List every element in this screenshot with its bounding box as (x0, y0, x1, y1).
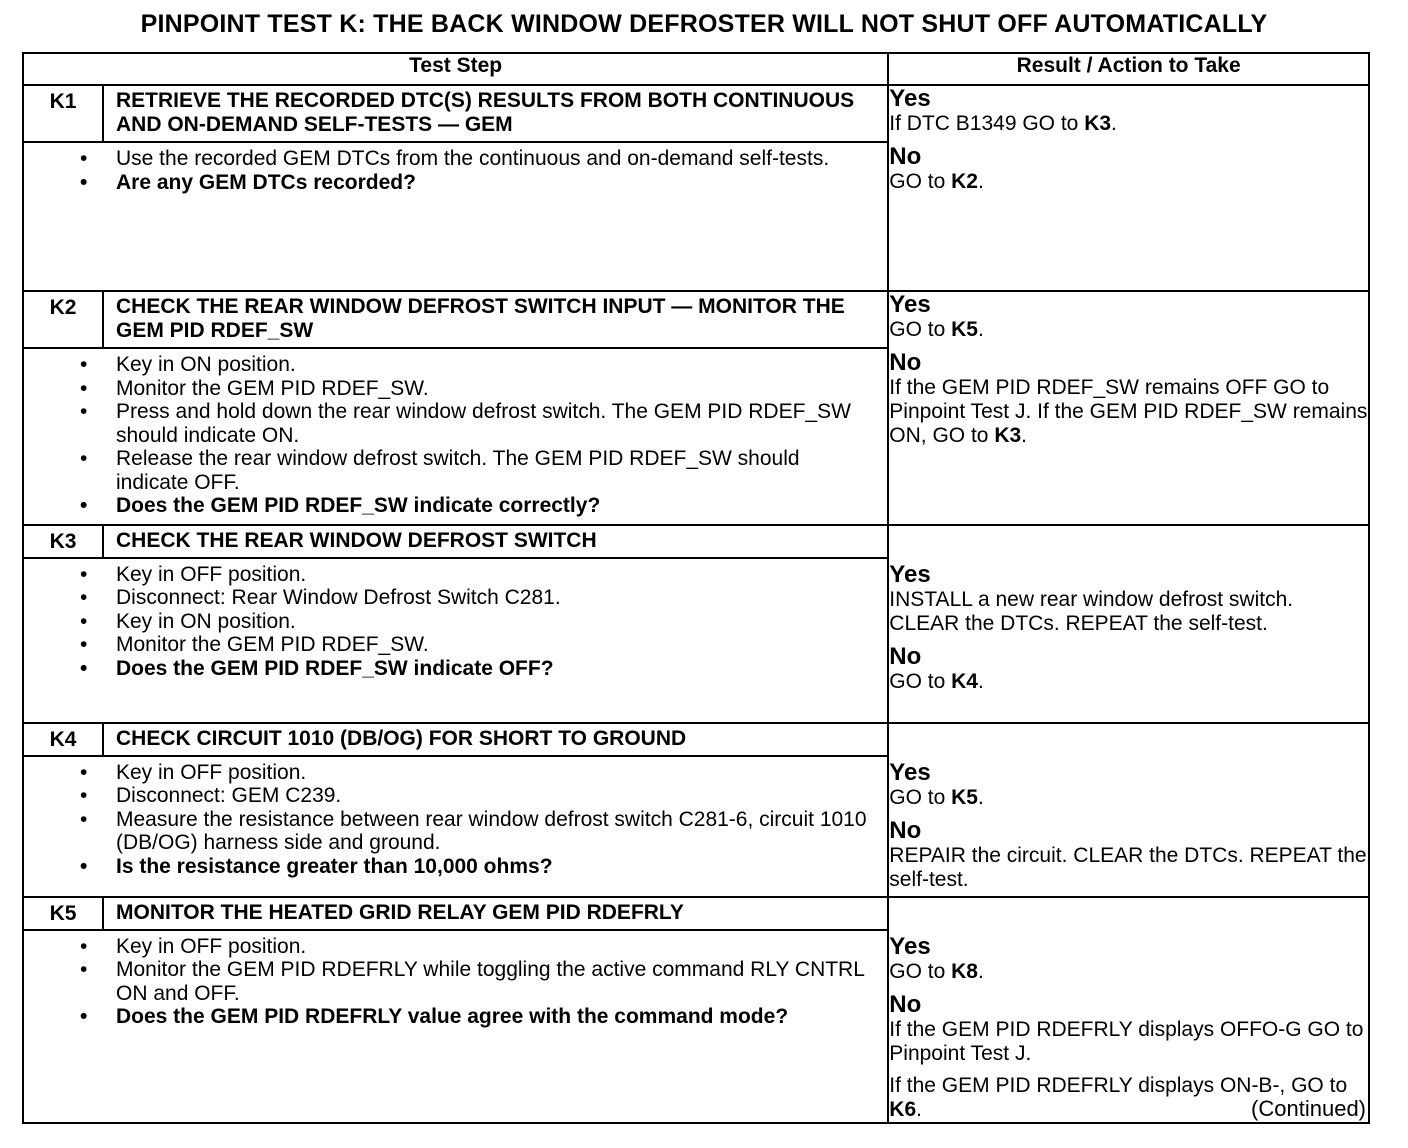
result-cell (888, 291, 1369, 525)
list-item: • Monitor the GEM PID RDEF_SW. (116, 377, 877, 401)
step-row-k4 (23, 723, 1369, 897)
step-id: K1 (24, 86, 104, 141)
list-item: • Does the GEM PID RDEF_SW indicate correctly? (116, 494, 877, 518)
no-action: If the GEM PID RDEF_SW remains OFF GO to Pinpoint Test J. If the GEM PID RDEF_SW remains ON, GO to K3. (889, 376, 1368, 447)
list-item: • Is the resistance greater than 10,000 ohms? (116, 855, 877, 879)
yes-action: GO to K5. (889, 318, 984, 341)
yes-label: Yes (889, 560, 931, 588)
step-title: CHECK CIRCUIT 1010 (DB/OG) FOR SHORT TO GROUND (116, 726, 687, 750)
yes-label: Yes (889, 758, 931, 786)
no-action: If the GEM PID RDEFRLY displays OFFO-G GO to Pinpoint Test J. (889, 1017, 1364, 1065)
yes-label: Yes (889, 932, 931, 960)
step-cell (23, 897, 888, 1123)
step-cell (23, 85, 888, 291)
list-item: • Key in OFF position. (116, 935, 877, 959)
list-item: • Monitor the GEM PID RDEF_SW. (116, 633, 877, 657)
list-item: • Disconnect: GEM C239. (116, 784, 877, 808)
step-cell (23, 291, 888, 525)
step-cell (23, 723, 888, 897)
no-label: No (889, 816, 922, 844)
step-id: K3 (24, 526, 104, 557)
result-cell (888, 897, 1369, 1123)
step-row-k3 (23, 525, 1369, 723)
list-item: • Are any GEM DTCs recorded? (116, 171, 877, 195)
step-id: K4 (24, 724, 104, 755)
test-step-header: Test Step (23, 53, 888, 85)
step-cell (23, 525, 888, 723)
step-title: CHECK THE REAR WINDOW DEFROST SWITCH INPUT — MONITOR THE GEM PID RDEF_SW (116, 295, 845, 342)
step-row-k5 (23, 897, 1369, 1123)
step-bullets (24, 143, 887, 200)
list-item: • Key in ON position. (116, 610, 877, 634)
step-title: RETRIEVE THE RECORDED DTC(S) RESULTS FROM BOTH CONTINUOUS AND ON-DEMAND SELF-TESTS — GEM (116, 89, 855, 136)
extra-action: If the GEM PID RDEFRLY displays ON-B-, GO to K6. (889, 1073, 1348, 1121)
list-item: • Monitor the GEM PID RDEFRLY while toggling the active command RLY CNTRL ON and OFF. (116, 958, 877, 1005)
no-label: No (889, 990, 922, 1018)
list-item: • Disconnect: Rear Window Defrost Switch C281. (116, 586, 877, 610)
yes-action: INSTALL a new rear window defrost switch. CLEAR the DTCs. REPEAT the self-test. (889, 587, 1294, 635)
list-item: • Measure the resistance between rear window defrost switch C281-6, circuit 1010 (DB/OG) harness side and ground. (116, 808, 877, 855)
page-title: PINPOINT TEST K: THE BACK WINDOW DEFROSTER WILL NOT SHUT OFF AUTOMATICALLY (140, 10, 1268, 38)
no-action: REPAIR the circuit. CLEAR the DTCs. REPEAT the self-test. (889, 843, 1367, 891)
step-id: K5 (24, 898, 104, 929)
list-item: • Key in ON position. (116, 353, 877, 377)
step-bullets (24, 559, 887, 687)
step-row-k2 (23, 291, 1369, 525)
result-cell (888, 723, 1369, 897)
list-item: • Release the rear window defrost switch. The GEM PID RDEF_SW should indicate OFF. (116, 447, 877, 494)
list-item: • Key in OFF position. (116, 761, 877, 785)
no-label: No (889, 143, 922, 170)
table-header-row (23, 53, 1369, 85)
step-bullets (24, 349, 887, 524)
step-title: CHECK THE REAR WINDOW DEFROST SWITCH (116, 528, 597, 552)
continued-note: (Continued) (1251, 1096, 1366, 1121)
no-label: No (889, 642, 922, 670)
yes-action: GO to K8. (889, 959, 984, 983)
result-cell (888, 85, 1369, 291)
list-item: • Key in OFF position. (116, 563, 877, 587)
step-bullets (24, 931, 887, 1035)
list-item: • Use the recorded GEM DTCs from the continuous and on-demand self-tests. (116, 147, 877, 171)
no-action: GO to K2. (889, 170, 984, 193)
list-item: • Does the GEM PID RDEFRLY value agree with the command mode? (116, 1005, 877, 1029)
yes-action: If DTC B1349 GO to K3. (889, 112, 1117, 135)
step-row-k1 (23, 85, 1369, 291)
result-action-header: Result / Action to Take (888, 53, 1369, 85)
pinpoint-test-table (22, 52, 1370, 1124)
step-bullets (24, 757, 887, 885)
yes-label: Yes (889, 291, 931, 318)
yes-action: GO to K5. (889, 785, 984, 809)
step-title: MONITOR THE HEATED GRID RELAY GEM PID RDEFRLY (116, 900, 684, 924)
step-id: K2 (24, 292, 104, 347)
yes-label: Yes (889, 85, 931, 112)
result-cell (888, 525, 1369, 723)
no-action: GO to K4. (889, 669, 984, 693)
list-item: • Does the GEM PID RDEF_SW indicate OFF? (116, 657, 877, 681)
list-item: • Press and hold down the rear window defrost switch. The GEM PID RDEF_SW should indicate ON. (116, 400, 877, 447)
no-label: No (889, 349, 922, 376)
